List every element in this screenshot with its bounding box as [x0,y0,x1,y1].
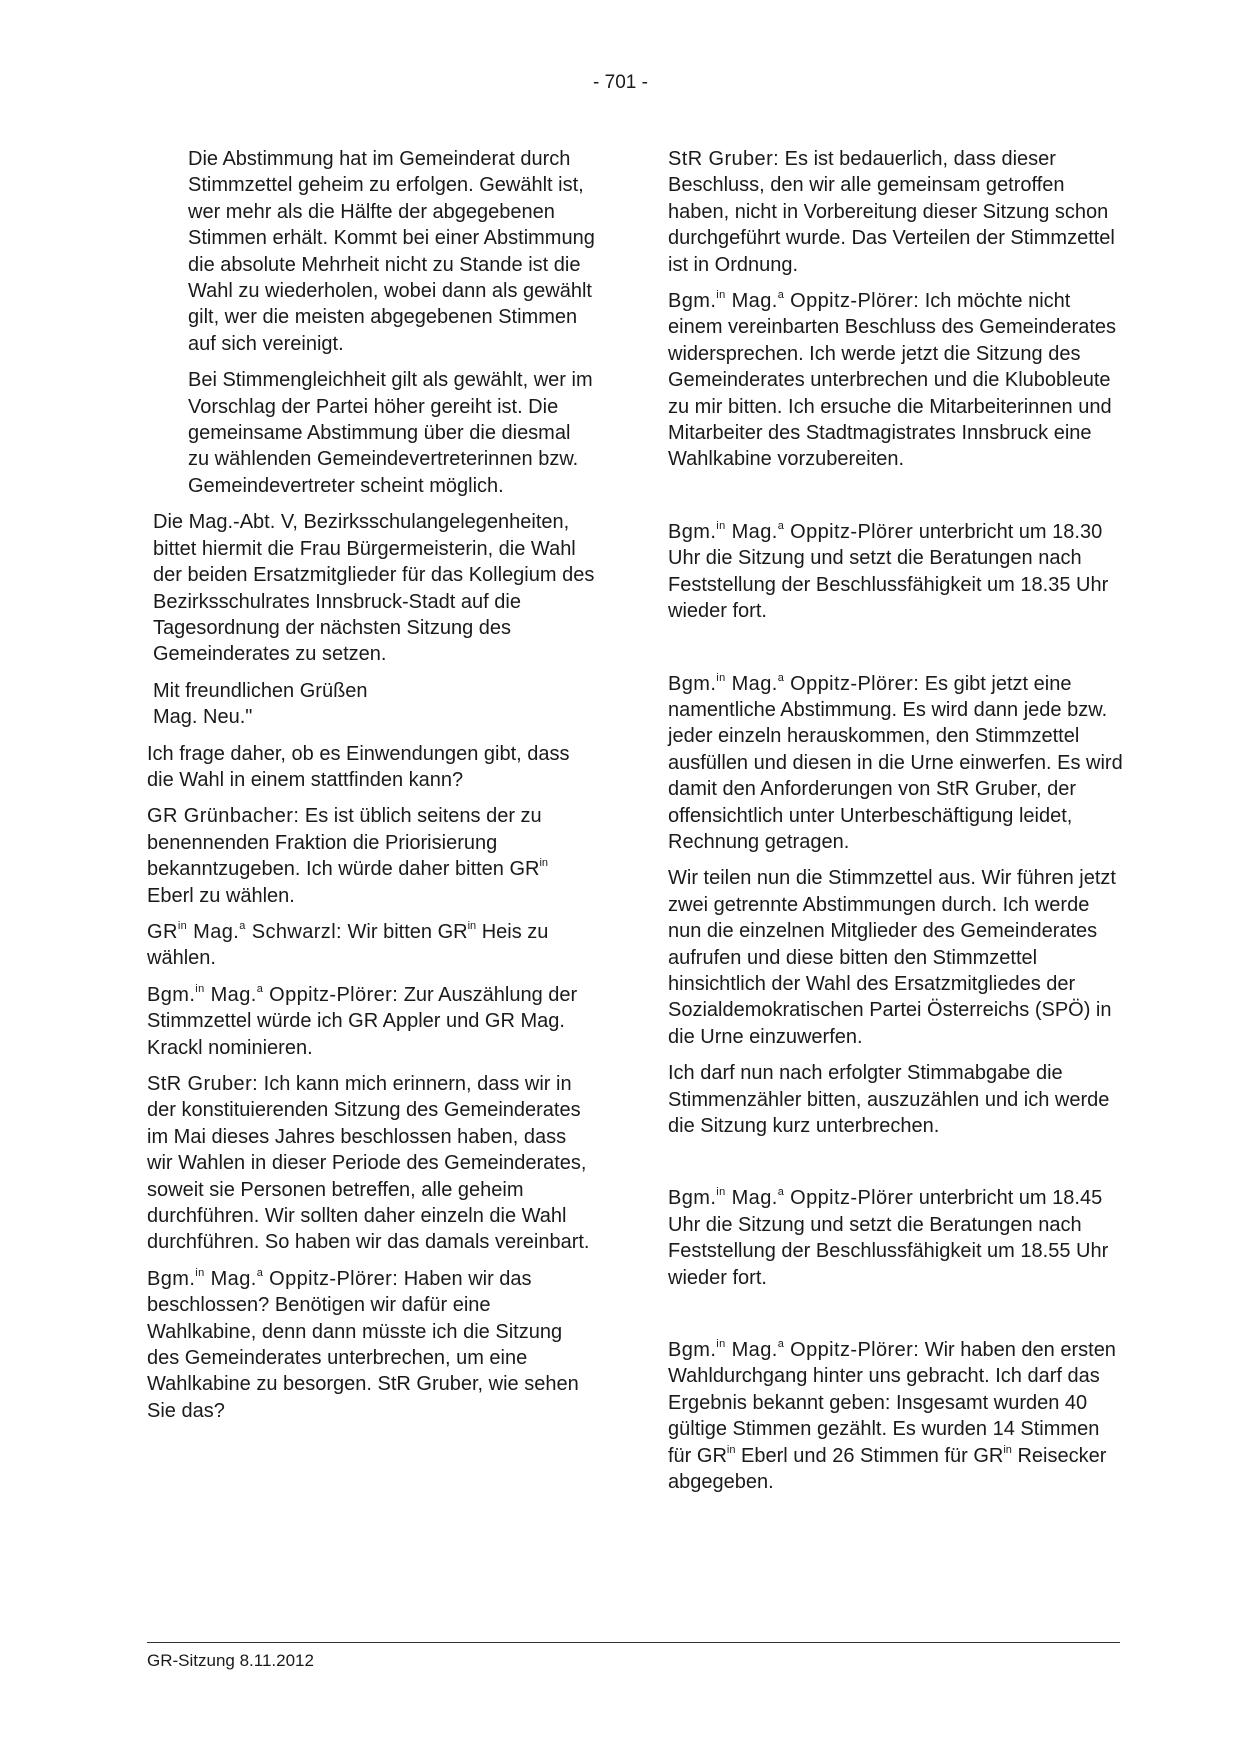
right-column [668,146,1128,1505]
speaker-name: Bgm.$^{in}$ Mag.$^a$ Oppitz-Plörer: [147,982,399,1006]
speech-paragraph: Bgm.$^{in}$ Mag.$^a$ Oppitz-Plörer: Ich möchte nicht einem vereinbarten Beschluss des Gemeinderates widersprechen. Ich werde jetzt die Sitzung des Gemeinderates unterbrechen und die Klubobleute zu mir bitten. Ich ersuche die Mitarbeiterinnen und Mitarbeiter des Stadtmagistrates Innsbruck eine Wahlkabine vorzubereiten. [668,289,1117,471]
session-note: Bgm.$^{in}$ Mag.$^a$ Oppitz-Plörer unterbricht um 18.30 Uhr die Sitzung und setzt die Beratungen nach Feststellung der Beschlussfähigkeit um 18.35 Uhr wieder fort. [668,519,1109,623]
speaker-name: $GR^{in}$ Mag.$^a$ Schwarzl: [147,919,342,943]
signature: Mag. Neu." [153,706,253,729]
speech-paragraph: Bgm.$^{in}$ Mag.$^a$ Oppitz-Plörer: Wir haben den ersten Wahldurchgang hinter uns gebracht. Ich darf das Ergebnis bekannt geben: Insgesamt wurden 40 gültige Stimmen gezählt. Es wurden 14 Stimmen für $GR^{in}$ Eberl und 26 Stimmen für $GR^{in}$ Reisecker abgegeben. [668,1338,1116,1494]
speaker-name: GR Grünbacher: [147,805,300,828]
speaker-name: StR Gruber: [668,148,780,170]
speaker-name: StR Gruber: [147,1073,259,1095]
quoted-paragraph: Die Abstimmung hat im Gemeinderat durch Stimmzettel geheim zu erfolgen. Gewählt ist, wer mehr als die Hälfte der abgegebenen Stimmen erhält. Kommt bei einer Abstimmung die absolute Mehrheit nicht zu Stande ist die Wahl zu wiederholen, wobei dann als gewählt gilt, wer die meisten abgegebenen Stimmen auf sich vereinigt. [188,148,595,355]
speech-paragraph: Bgm.$^{in}$ Mag.$^a$ Oppitz-Plörer: Es gibt jetzt eine namentliche Abstimmung. Es wird dann jede bzw. jeder einzeln herauskommen, den Stimmzettel ausfüllen und diesen in die Urne einwerfen. Es wird damit den Anforderungen von StR Gruber, der offensichtlich unter Unterbeschäftigung leidet, Rechnung getragen. [668,671,1123,853]
speech-paragraph: StR Gruber: Ich kann mich erinnern, dass wir in der konstituierenden Sitzung des Gemeinderates im Mai dieses Jahres beschlossen haben, dass wir Wahlen in dieser Periode des Gemeinderates, soweit sie Personen betreffen, alle geheim durchführen. Wir sollten daher einzeln die Wahl durchführen. So haben wir das damals vereinbart. [147,1073,590,1254]
letter-closing [153,678,597,731]
speaker-name: Bgm.$^{in}$ Mag.$^a$ Oppitz-Plörer: [668,289,920,313]
speaker-name: Bgm.$^{in}$ Mag.$^a$ Oppitz-Plörer [668,1186,914,1210]
speech-paragraph: $GR^{in}$ Mag.$^a$ Schwarzl: Wir bitten $GR^{in}$ Heis zu wählen. [147,919,549,970]
page-number: - 701 - [593,72,648,93]
speaker-name: Bgm.$^{in}$ Mag.$^a$ Oppitz-Plörer: [147,1266,399,1290]
speaker-name: Bgm.$^{in}$ Mag.$^a$ Oppitz-Plörer [668,519,914,543]
speech-paragraph: StR Gruber: Es ist bedauerlich, dass dieser Beschluss, den wir alle gemeinsam getroffen haben, nicht in Vorbereitung dieser Sitzung schon durchgeführt wurde. Das Verteilen der Stimmzettel ist in Ordnung. [668,148,1115,276]
quoted-paragraph: Bei Stimmengleichheit gilt als gewählt, wer im Vorschlag der Partei höher gereiht ist. Die gemeinsame Abstimmung über die diesmal zu wählenden Gemeindevertreterinnen bzw. Gemeindevertreter scheint möglich. [188,369,593,497]
speech-paragraph: Bgm.$^{in}$ Mag.$^a$ Oppitz-Plörer: Haben wir das beschlossen? Benötigen wir dafür eine Wahlkabine, denn dann müsste ich die Sitzung des Gemeinderates unterbrechen, um eine Wahlkabine zu besorgen. StR Gruber, wie sehen Sie das? [147,1266,579,1422]
footer-text: GR-Sitzung 8.11.2012 [147,1651,314,1670]
footer-divider [147,1642,1120,1643]
letter-paragraph: Die Mag.-Abt. V, Bezirksschulangelegenheiten, bittet hiermit die Frau Bürgermeisterin, die Wahl der beiden Ersatzmitglieder für das Kollegium des Bezirksschulrates Innsbruck-Stadt auf die Tagesordnung der nächsten Sitzung des Gemeinderates zu setzen. [153,511,595,666]
greeting: Mit freundlichen Grüßen [153,679,368,702]
speech-paragraph: Bgm.$^{in}$ Mag.$^a$ Oppitz-Plörer: Zur Auszählung der Stimmzettel würde ich GR Appler und GR Mag. Krackl nominieren. [147,982,578,1059]
speech-paragraph: Ich frage daher, ob es Einwendungen gibt, dass die Wahl in einem stattfinden kann? [147,742,570,791]
session-note: Bgm.$^{in}$ Mag.$^a$ Oppitz-Plörer unterbricht um 18.45 Uhr die Sitzung und setzt die Beratungen nach Feststellung der Beschlussfähigkeit um 18.55 Uhr wieder fort. [668,1186,1109,1289]
speaker-name: Bgm.$^{in}$ Mag.$^a$ Oppitz-Plörer: [668,1338,920,1362]
left-column [147,146,597,1434]
speech-paragraph: Ich darf nun nach erfolgter Stimmabgabe die Stimmenzähler bitten, auszuzählen und ich werde die Sitzung kurz unterbrechen. [668,1062,1110,1137]
speaker-name: Bgm.$^{in}$ Mag.$^a$ Oppitz-Plörer: [668,671,920,695]
speech-paragraph: Wir teilen nun die Stimmzettel aus. Wir führen jetzt zwei getrennte Abstimmungen durch. Ich werde nun die einzelnen Mitglieder des Gemeinderates aufrufen und diese bitten den Stimmzettel hinsichtlich der Wahl des Ersatzmitgliedes der Sozialdemokratischen Partei Österreichs (SPÖ) in die Urne einzuwerfen. [668,867,1116,1048]
speech-paragraph: GR Grünbacher: Es ist üblich seitens der zu benennenden Fraktion die Priorisierung bekanntzugeben. Ich würde daher bitten $GR^{in}$ Eberl zu wählen. [147,805,549,907]
